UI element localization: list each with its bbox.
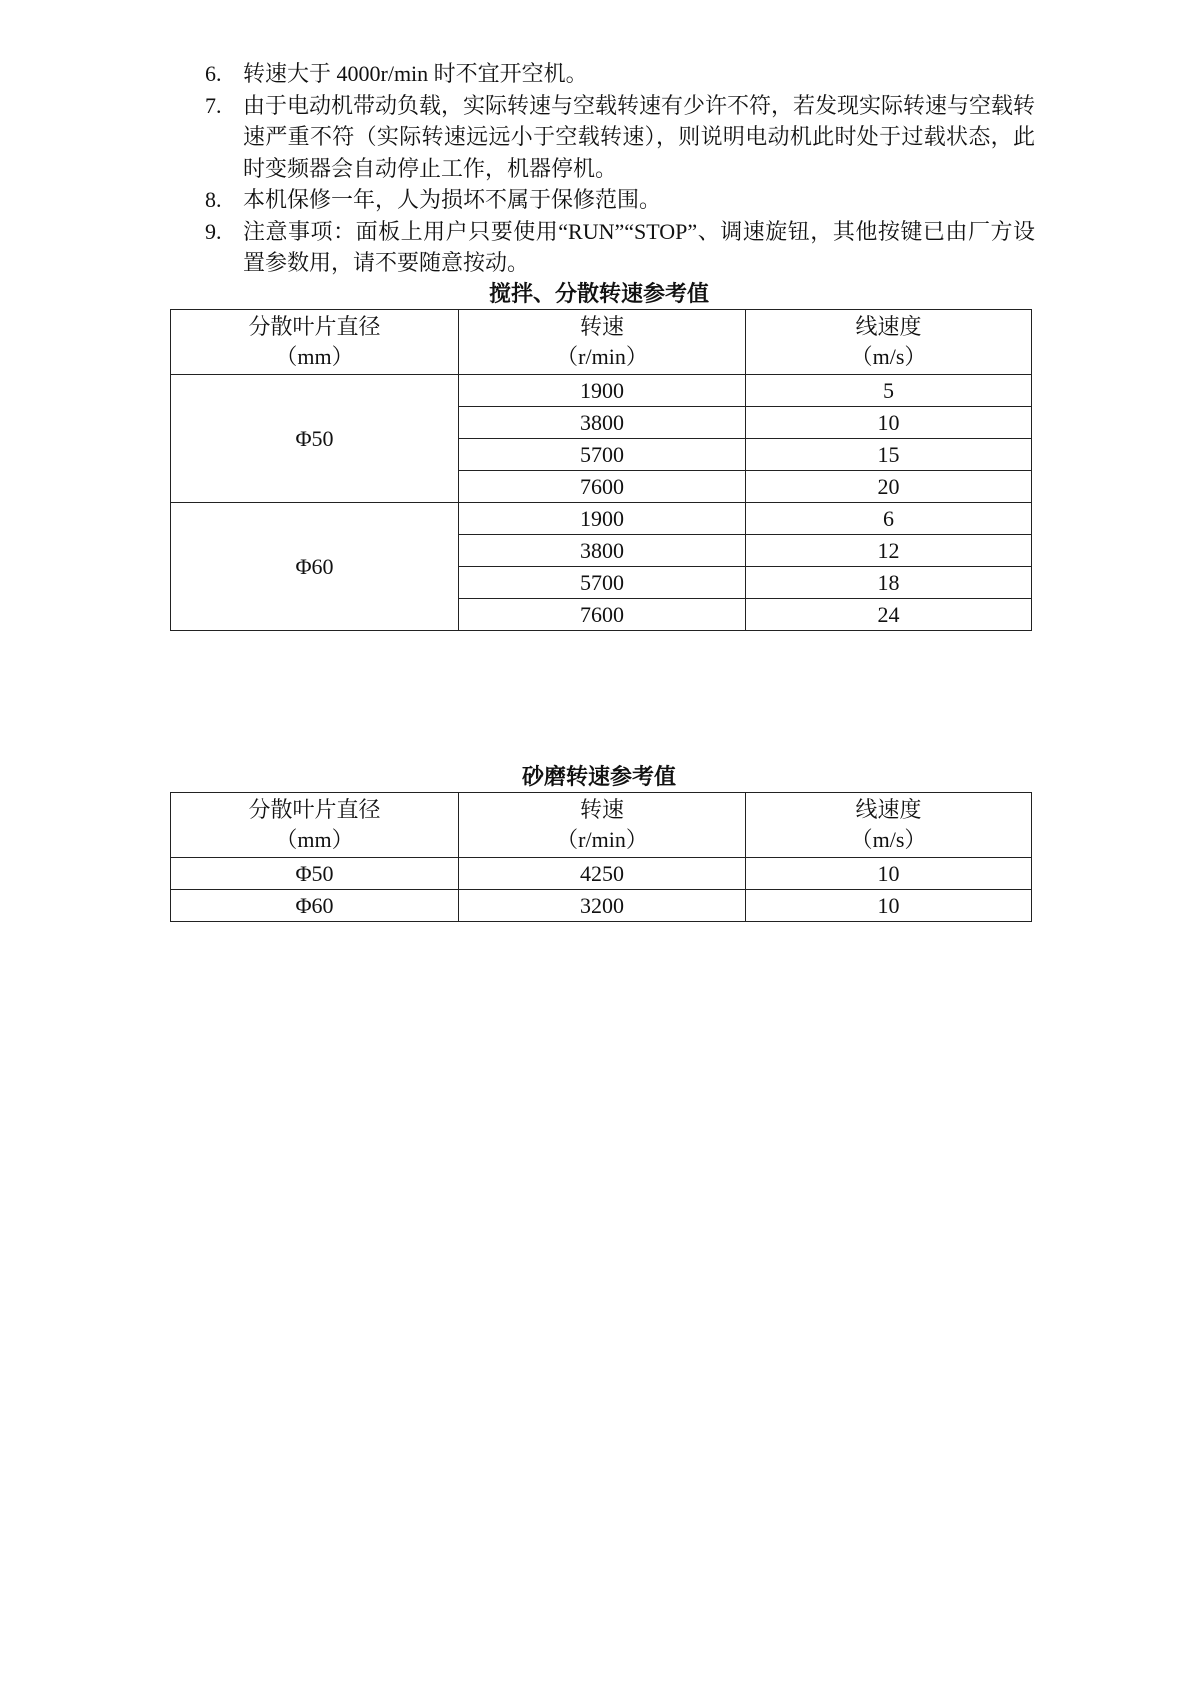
linear-speed-cell: 6	[746, 503, 1032, 535]
speed-cell: 1900	[459, 503, 746, 535]
speed-cell: 3800	[459, 407, 746, 439]
table-header-row	[171, 310, 1032, 375]
header-diameter	[171, 793, 459, 858]
header-label: 转速	[579, 797, 624, 822]
note-number: 8.	[205, 187, 222, 212]
note-text: 由于电动机带动负载，实际转速与空载转速有少许不符，若发现实际转速与空载转速严重不符（实际转速远远小于空载转速），则说明电动机此时处于过载状态，此时变频器会自动停止工作，机器停机。	[243, 92, 1036, 181]
header-unit: （m/s）	[850, 827, 927, 852]
grinding-speed-table	[170, 792, 1032, 922]
speed-cell: 7600	[459, 471, 746, 503]
linear-speed-cell: 20	[746, 471, 1032, 503]
speed-cell: 1900	[459, 375, 746, 407]
diameter-cell: Φ60	[171, 503, 459, 631]
header-diameter	[171, 310, 459, 375]
linear-speed-cell: 18	[746, 567, 1032, 599]
table-row	[171, 858, 1032, 890]
header-unit: （r/min）	[556, 827, 648, 852]
linear-speed-cell: 12	[746, 535, 1032, 567]
header-unit: （r/min）	[556, 344, 648, 369]
notes-list	[205, 58, 1035, 279]
header-label: 分散叶片直径	[248, 797, 381, 822]
speed-cell: 5700	[459, 439, 746, 471]
speed-cell: 7600	[459, 599, 746, 631]
note-item	[205, 184, 1035, 216]
note-text: 转速大于 4000r/min 时不宜开空机。	[243, 61, 588, 86]
header-linear-speed	[746, 310, 1032, 375]
header-label: 分散叶片直径	[248, 314, 381, 339]
linear-speed-cell: 10	[746, 890, 1032, 922]
table1-caption: 搅拌、分散转速参考值	[488, 281, 709, 306]
table-row	[171, 375, 1032, 407]
stirring-speed-table	[170, 309, 1032, 631]
diameter-cell: Φ50	[171, 375, 459, 503]
header-label: 转速	[579, 314, 624, 339]
note-text: 本机保修一年，人为损坏不属于保修范围。	[243, 187, 662, 212]
header-speed	[459, 310, 746, 375]
speed-cell: 3200	[459, 890, 746, 922]
note-item	[205, 216, 1035, 279]
linear-speed-cell: 24	[746, 599, 1032, 631]
diameter-cell: Φ50	[171, 858, 459, 890]
linear-speed-cell: 10	[746, 407, 1032, 439]
table-row	[171, 503, 1032, 535]
speed-cell: 5700	[459, 567, 746, 599]
table-row	[171, 890, 1032, 922]
header-label: 线速度	[855, 797, 922, 822]
note-number: 9.	[205, 218, 222, 244]
header-unit: （m/s）	[850, 344, 927, 369]
linear-speed-cell: 15	[746, 439, 1032, 471]
diameter-cell: Φ60	[171, 890, 459, 922]
note-number: 6.	[205, 61, 222, 86]
header-label: 线速度	[855, 314, 922, 339]
table2-caption: 砂磨转速参考值	[521, 764, 676, 789]
header-unit: （mm）	[275, 827, 354, 852]
linear-speed-cell: 5	[746, 375, 1032, 407]
header-speed	[459, 793, 746, 858]
note-item	[205, 58, 1035, 90]
speed-cell: 3800	[459, 535, 746, 567]
note-item	[205, 90, 1035, 185]
note-number: 7.	[205, 92, 222, 118]
table-header-row	[171, 793, 1032, 858]
header-unit: （mm）	[275, 344, 354, 369]
header-linear-speed	[746, 793, 1032, 858]
linear-speed-cell: 10	[746, 858, 1032, 890]
note-text: 注意事项：面板上用户只要使用“RUN”“STOP”、调速旋钮，其他按键已由厂方设置参数用，请不要随意按动。	[243, 218, 1035, 275]
speed-cell: 4250	[459, 858, 746, 890]
